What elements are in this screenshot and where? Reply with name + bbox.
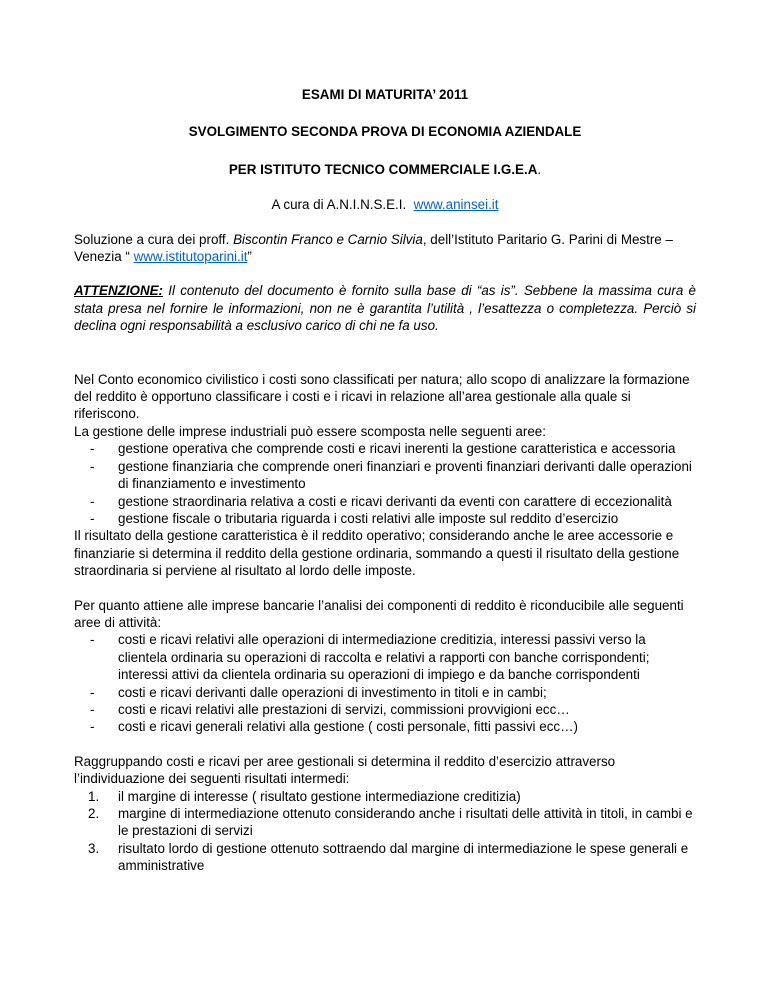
list-item-text: gestione fiscale o tributaria riguarda i costi relativi alle imposte sul reddito d’esercizio — [118, 510, 619, 526]
list-item — [74, 493, 696, 510]
list-item — [74, 458, 696, 493]
list-item — [74, 701, 696, 718]
solution-suffix: ” — [247, 249, 252, 265]
dash-marker: - — [90, 684, 95, 700]
dash-marker: - — [90, 719, 95, 735]
dash-marker: - — [90, 632, 95, 648]
list-item — [74, 440, 696, 457]
dash-marker: - — [90, 493, 95, 509]
list-item-text: costi e ricavi relativi alle prestazioni di servizi, commissioni provvigioni ecc… — [118, 701, 570, 717]
dash-marker: - — [90, 441, 95, 457]
list-item — [74, 805, 696, 840]
list-item — [74, 684, 696, 701]
list-item — [74, 631, 696, 683]
section1-closing: Il risultato della gestione caratteristica è il reddito operativo; considerando anche le aree accessorie e finanziarie si determina il reddito della gestione ordinaria, sommando a questi il risultato della gestione straordinaria si perviene al risultato al lordo delle imposte. — [74, 528, 680, 579]
title-svolgimento: SVOLGIMENTO SECONDA PROVA DI ECONOMIA AZIENDALE — [188, 124, 582, 140]
list-item-text: gestione operativa che comprende costi e ricavi inerenti la gestione caratteristica e accessoria — [118, 441, 676, 457]
list-item-text: costi e ricavi derivanti dalle operazioni di investimento in titoli e in cambi; — [118, 684, 547, 700]
number-marker: 2. — [88, 806, 100, 821]
dash-marker: - — [90, 510, 95, 526]
list-item-text: costi e ricavi relativi alle operazioni di intermediazione creditizia, interessi passivi verso la clientela ordinaria su operazioni di raccolta e relativi a rapporti con banche corrispondenti; interessi attivi da clientela ordinaria su operazioni di impiego e da banche corrispondenti — [118, 632, 650, 683]
list-item-text: il margine di interesse ( risultato gestione intermediazione creditizia) — [118, 788, 521, 804]
title-istituto-text: PER ISTITUTO TECNICO COMMERCIALE I.G.E.A — [228, 161, 538, 177]
aninsei-link[interactable]: www.aninsei.it — [413, 197, 499, 213]
curatore-line — [74, 196, 696, 213]
solution-prefix: Soluzione a cura dei proff. — [74, 231, 234, 247]
disclaimer — [74, 282, 696, 334]
number-marker: 1. — [88, 788, 100, 804]
document-page — [74, 86, 696, 875]
title-istituto-dot: . — [537, 161, 542, 177]
section1-list — [74, 440, 696, 527]
section3-lead: Raggruppando costi e ricavi per aree gestionali si determina il reddito d’esercizio attraverso l’individuazione dei seguenti risultati intermedi: — [74, 753, 616, 787]
list-item-text: margine di intermediazione ottenuto considerando anche i risultati delle attività in titoli, in cambi e le prestazioni di servizi — [118, 806, 693, 839]
list-item-text: gestione finanziaria che comprende oneri finanziari e proventi finanziari derivanti dalle operazioni di finanziamento e investimento — [118, 458, 692, 492]
list-item — [74, 510, 696, 527]
section2-lead: Per quanto attiene alle imprese bancarie l’analisi dei componenti di reddito è riconducibile alle seguenti aree di attività: — [74, 597, 684, 630]
number-marker: 3. — [88, 840, 100, 856]
list-item-text: costi e ricavi generali relativi alla gestione ( costi personale, fitti passivi ecc…) — [118, 719, 578, 735]
list-item — [74, 840, 696, 875]
list-item — [74, 718, 696, 735]
disclaimer-text: Il contenuto del documento è fornito sulla base di “as is”. Sebbene la massima cura è stata presa nel fornire le informazioni, non ne è garantita l’utilità , l’esattezza o completezza. Perciò si declina ogni responsabilità a esclusivo carico di chi ne fa uso. — [74, 283, 696, 334]
list-item-text: gestione straordinaria relativa a costi e ricavi derivanti da eventi con carattere di eccezionalità — [118, 493, 672, 509]
solution-authors: Biscontin Franco e Carnio Silvia — [233, 231, 423, 247]
dash-marker: - — [90, 701, 95, 717]
list-item — [74, 788, 696, 805]
curatore-text: A cura di A.N.I.N.S.E.I. — [271, 197, 407, 213]
section1-intro: Nel Conto economico civilistico i costi sono classificati per natura; allo scopo di analizzare la formazione del reddito è opportuno classificare i costi e i ricavi in relazione all’area gestionale alla quale si riferiscono. — [74, 371, 690, 422]
title-esami: ESAMI DI MATURITA’ 2011 — [301, 87, 469, 102]
section3-list — [74, 788, 696, 875]
istitutoparini-link[interactable]: www.istitutoparini.it — [133, 249, 248, 265]
section2-list — [74, 631, 696, 735]
solution-middle: , dell’Istituto Paritario G. Parini di Mestre – Venezia “ — [74, 231, 673, 265]
solution-credits — [74, 231, 696, 266]
title-istituto — [74, 161, 696, 178]
list-item-text: risultato lordo di gestione ottenuto sottraendo dal margine di intermediazione le spese generali e amministrative — [118, 840, 689, 874]
dash-marker: - — [90, 458, 95, 474]
section1-lead: La gestione delle imprese industriali può essere scomposta nelle seguenti aree: — [74, 423, 546, 439]
disclaimer-label: ATTENZIONE: — [74, 283, 164, 299]
